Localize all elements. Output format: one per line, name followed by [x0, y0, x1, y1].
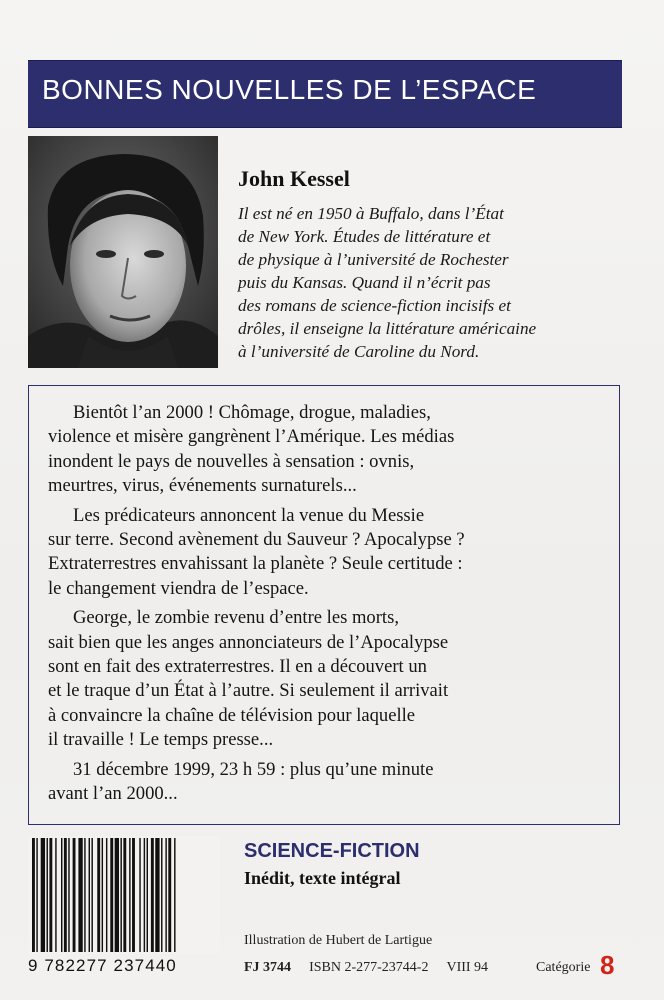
blurb-line: Extraterrestres envahissant la planète ? Seule certitude :	[48, 553, 463, 575]
blurb-line: meurtres, virus, événements surnaturels...	[48, 475, 357, 497]
categorie-number: 8	[600, 950, 615, 980]
blurb-paragraph	[48, 504, 620, 602]
edition-label: Inédit, texte intégral	[244, 868, 401, 888]
barcode	[28, 836, 220, 954]
author-bio-line: drôles, il enseigne la littérature américaine	[238, 319, 537, 338]
blurb-text	[48, 401, 620, 812]
catalog-info	[244, 960, 506, 976]
author-bio-line: puis du Kansas. Quand il n’écrit pas	[238, 273, 491, 292]
book-title: BONNES NOUVELLES DE L’ESPACE	[42, 74, 537, 105]
blurb-line: il travaille ! Le temps presse...	[48, 729, 274, 751]
author-bio-line: de New York. Études de littérature et	[238, 227, 491, 246]
collection-label: SCIENCE-FICTION	[244, 840, 420, 862]
blurb-line: sont en fait des extraterrestres. Il en a découvert un	[48, 656, 427, 678]
blurb-paragraph	[48, 606, 620, 752]
blurb-line: Les prédicateurs annoncent la venue du Messie	[73, 504, 425, 526]
author-bio-line: des romans de science-fiction incisifs et	[238, 296, 511, 315]
blurb-line: le changement viendra de l’espace.	[48, 577, 309, 599]
blurb-line: George, le zombie revenu d’entre les morts,	[73, 607, 399, 629]
blurb-line: Bientôt l’an 2000 ! Chômage, drogue, maladies,	[73, 402, 431, 423]
author-photo	[28, 136, 218, 368]
author-name: John Kessel	[238, 166, 350, 191]
print-date: VIII 94	[446, 960, 489, 975]
blurb-line: 31 décembre 1999, 23 h 59 : plus qu’une minute	[73, 758, 434, 780]
author-bio-line: de physique à l’université de Rochester	[238, 250, 509, 269]
isbn-number: ISBN 2-277-23744-2	[309, 960, 429, 975]
blurb-paragraph	[48, 401, 620, 499]
illustration-credit: Illustration de Hubert de Lartigue	[244, 933, 433, 948]
author-bio	[238, 202, 622, 363]
blurb-line: et le traque d’un État à l’autre. Si seulement il arrivait	[48, 680, 449, 702]
blurb-line: violence et misère gangrènent l’Amérique. Les médias	[48, 426, 455, 448]
fj-code: FJ 3744	[244, 960, 292, 975]
author-bio-line: Il est né en 1950 à Buffalo, dans l’État	[238, 204, 504, 223]
barcode-digits: 9 782277 237440	[28, 956, 177, 975]
blurb-line: inondent le pays de nouvelles à sensation : ovnis,	[48, 450, 415, 472]
author-portrait-image	[28, 136, 218, 368]
blurb-line: à convaincre la chaîne de télévision pour laquelle	[48, 704, 416, 726]
blurb-line: avant l’an 2000...	[48, 783, 178, 805]
categorie-label: Catégorie	[536, 960, 591, 975]
blurb-line: sur terre. Second avènement du Sauveur ? Apocalypse ?	[48, 529, 465, 551]
blurb-paragraph	[48, 758, 620, 807]
blurb-line: sait bien que les anges annonciateurs de l’Apocalypse	[48, 631, 449, 653]
author-bio-line: à l’université de Caroline du Nord.	[238, 342, 480, 361]
